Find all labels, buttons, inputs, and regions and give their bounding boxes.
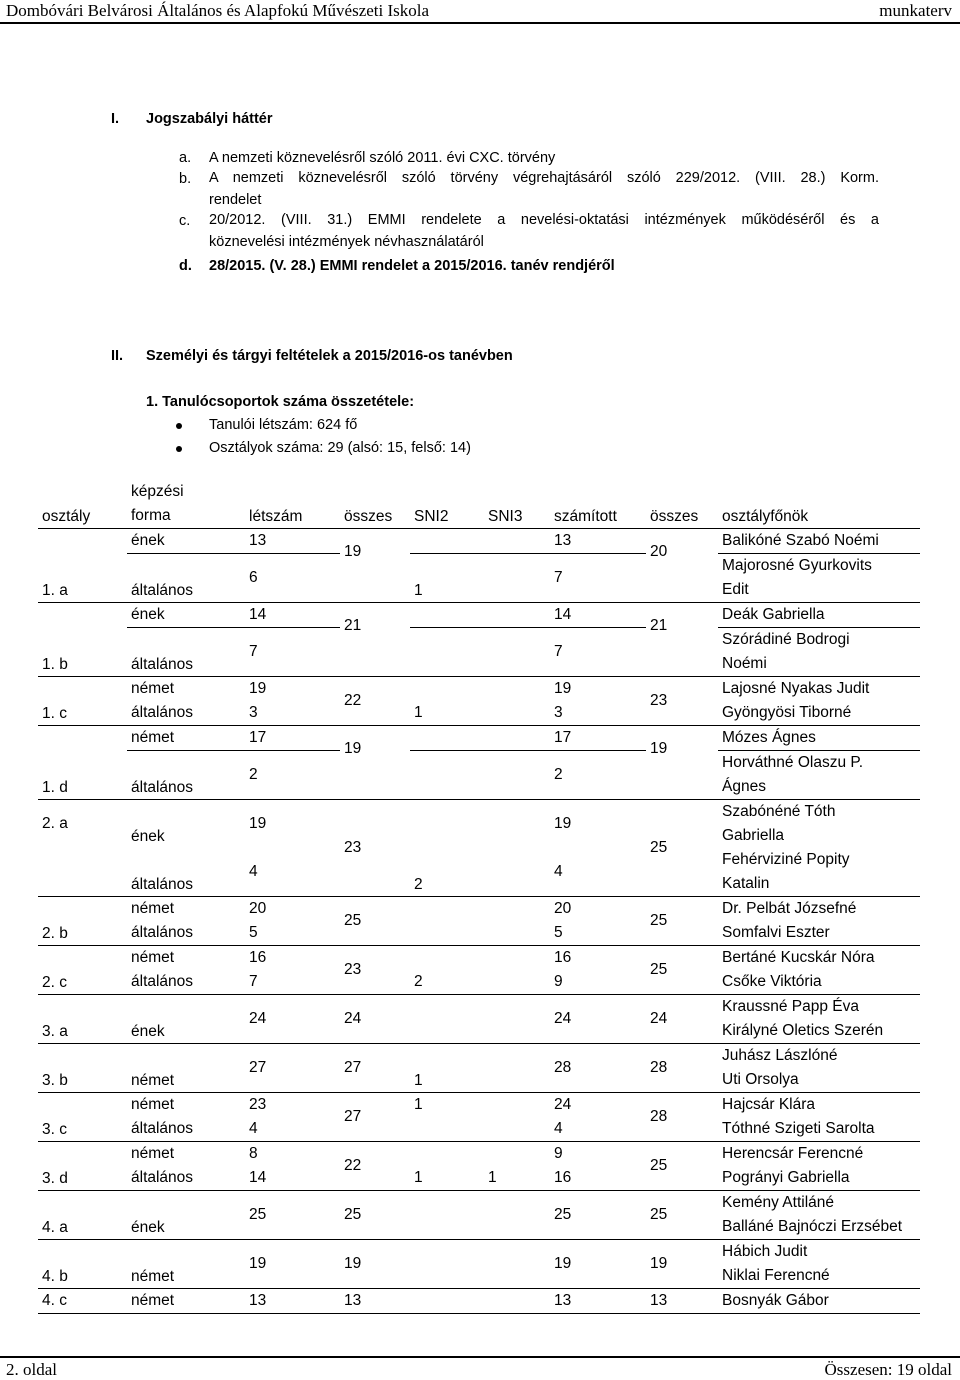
total-cell: 19 bbox=[340, 726, 410, 800]
table-row bbox=[38, 1166, 920, 1191]
computed-cell: 13 bbox=[550, 1289, 646, 1314]
computed-cell: 16 bbox=[550, 1166, 646, 1191]
form-cell: általános bbox=[127, 970, 245, 995]
sni2-cell: 1 bbox=[410, 701, 484, 726]
col-header-form: képzési forma bbox=[127, 480, 245, 529]
table-row bbox=[38, 848, 920, 897]
computed-cell: 24 bbox=[554, 1096, 572, 1113]
computed-cell: 24 bbox=[550, 995, 646, 1044]
table-row bbox=[38, 1289, 920, 1314]
form-cell: általános bbox=[127, 751, 245, 800]
class-label: 3. c bbox=[38, 1093, 127, 1142]
computed-total-cell: 24 bbox=[646, 995, 718, 1044]
page-number: 2. oldal bbox=[6, 1360, 57, 1379]
teacher-cell: Bosnyák Gábor bbox=[718, 1289, 920, 1314]
footer-rule bbox=[0, 1356, 960, 1358]
law-item-b-letter: b. bbox=[179, 171, 192, 187]
count-cell: 19 bbox=[249, 815, 267, 832]
form-cell: német bbox=[127, 1240, 245, 1289]
computed-total-cell: 25 bbox=[646, 897, 718, 946]
count-cell: 14 bbox=[245, 1166, 340, 1191]
count-cell: 27 bbox=[245, 1044, 340, 1093]
computed-cell: 7 bbox=[550, 554, 646, 603]
total-cell: 22 bbox=[340, 1142, 410, 1191]
teacher-cell: Mózes Ágnes bbox=[718, 726, 920, 751]
form-cell: általános bbox=[127, 848, 245, 897]
teacher-cell: Horváthné Olaszu P. Ágnes bbox=[718, 751, 920, 800]
form-cell: ének bbox=[127, 603, 245, 628]
computed-total-cell: 23 bbox=[646, 677, 718, 726]
class-label: 1. a bbox=[38, 529, 127, 603]
computed-cell: 9 bbox=[554, 1145, 563, 1162]
teacher-cell: Juhász Lászlóné Uti Orsolya bbox=[718, 1044, 920, 1093]
table-row bbox=[38, 1191, 920, 1240]
document-type: munkaterv bbox=[879, 1, 952, 20]
subsection-title: 1. Tanulócsoportok száma összetétele: bbox=[146, 394, 415, 410]
form-cell: ének bbox=[127, 995, 245, 1044]
table-row bbox=[38, 628, 920, 677]
total-cell: 25 bbox=[340, 1191, 410, 1240]
teacher-cell: Kraussné Papp Éva Királyné Oletics Szerén bbox=[718, 995, 920, 1044]
law-item-a-letter: a. bbox=[179, 150, 192, 166]
class-label: 4. c bbox=[38, 1289, 127, 1314]
table-row bbox=[38, 1093, 920, 1118]
teacher-cell: Majorosné Gyurkovits Edit bbox=[718, 554, 920, 603]
count-cell: 7 bbox=[245, 970, 340, 995]
sni3-cell: 1 bbox=[484, 1166, 550, 1191]
sni2-cell: 1 bbox=[410, 554, 484, 603]
law-item-c-letter: c. bbox=[179, 213, 191, 229]
form-cell: német bbox=[127, 1044, 245, 1093]
class-label: 1. c bbox=[38, 677, 127, 726]
teacher-cell: Tóthné Szigeti Sarolta bbox=[718, 1117, 920, 1142]
col-header-computed-total: összes bbox=[646, 480, 718, 529]
computed-total-cell: 20 bbox=[646, 529, 718, 603]
computed-total-cell: 25 bbox=[646, 800, 718, 897]
count-cell: 17 bbox=[245, 726, 340, 751]
computed-total-cell: 25 bbox=[646, 946, 718, 995]
table-row bbox=[38, 726, 920, 751]
teacher-cell: Bertáné Kucskár Nóra bbox=[722, 949, 875, 966]
form-cell: általános bbox=[127, 701, 245, 726]
table-row bbox=[38, 946, 920, 971]
count-cell: 13 bbox=[245, 1289, 340, 1314]
computed-cell: 16 bbox=[554, 949, 572, 966]
total-cell: 19 bbox=[340, 1240, 410, 1289]
form-cell: általános bbox=[127, 921, 245, 946]
table-row bbox=[38, 897, 920, 922]
form-cell: általános bbox=[127, 554, 245, 603]
teacher-cell: Deák Gabriella bbox=[718, 603, 920, 628]
computed-total-cell: 13 bbox=[646, 1289, 718, 1314]
count-cell: 2 bbox=[245, 751, 340, 800]
table-row bbox=[38, 970, 920, 995]
page-footer bbox=[0, 1356, 960, 1380]
count-cell: 8 bbox=[249, 1145, 258, 1162]
total-cell: 19 bbox=[340, 529, 410, 603]
col-header-total: összes bbox=[340, 480, 410, 529]
class-label: 2. c bbox=[38, 946, 127, 995]
sni2-cell: 1 bbox=[414, 1096, 423, 1113]
count-cell: 7 bbox=[245, 628, 340, 677]
form-cell: általános bbox=[127, 1166, 245, 1191]
computed-cell: 19 bbox=[554, 680, 572, 697]
computed-cell: 5 bbox=[550, 921, 646, 946]
teacher-cell: Hábich Judit Niklai Ferencné bbox=[718, 1240, 920, 1289]
computed-cell: 28 bbox=[550, 1044, 646, 1093]
teacher-cell: Szabónéné Tóth Gabriella bbox=[722, 803, 836, 844]
computed-cell: 2 bbox=[550, 751, 646, 800]
count-cell: 5 bbox=[245, 921, 340, 946]
teacher-cell: Hajcsár Klára bbox=[722, 1096, 816, 1113]
total-cell: 25 bbox=[340, 897, 410, 946]
teacher-cell: Csőke Viktória bbox=[718, 970, 920, 995]
section-1-title: Jogszabályi háttér bbox=[146, 111, 273, 127]
sni2-cell: 1 bbox=[410, 1044, 484, 1093]
computed-cell: 3 bbox=[550, 701, 646, 726]
form-cell: német bbox=[131, 949, 175, 966]
form-cell: ének bbox=[131, 828, 165, 845]
total-cell: 27 bbox=[340, 1093, 410, 1142]
table-row bbox=[38, 1142, 920, 1167]
form-cell: ének bbox=[127, 529, 245, 554]
bullet-icon bbox=[176, 446, 182, 452]
total-cell: 27 bbox=[340, 1044, 410, 1093]
page-total: Összesen: 19 oldal bbox=[824, 1360, 952, 1379]
form-cell: német bbox=[131, 680, 175, 697]
computed-cell: 25 bbox=[550, 1191, 646, 1240]
sni2-cell: 2 bbox=[410, 848, 484, 897]
computed-cell: 19 bbox=[554, 815, 572, 832]
sni2-cell: 1 bbox=[410, 1166, 484, 1191]
teacher-cell: Kemény Attiláné Balláné Bajnóczi Erzsébet bbox=[718, 1191, 920, 1240]
form-cell: német bbox=[127, 726, 245, 751]
col-header-sni3: SNI3 bbox=[484, 480, 550, 529]
total-cell: 21 bbox=[340, 603, 410, 677]
class-label: 1. b bbox=[38, 603, 127, 677]
computed-cell: 7 bbox=[550, 628, 646, 677]
computed-cell: 20 bbox=[554, 900, 572, 917]
computed-total-cell: 19 bbox=[646, 726, 718, 800]
col-header-count: létszám bbox=[245, 480, 340, 529]
law-item-d-letter: d. bbox=[179, 258, 192, 274]
teacher-cell: Balikóné Szabó Noémi bbox=[718, 529, 920, 554]
computed-cell: 13 bbox=[550, 529, 646, 554]
class-label: 2. b bbox=[38, 897, 127, 946]
law-item-b-cont: rendelet bbox=[209, 192, 262, 208]
student-count: Tanulói létszám: 624 fő bbox=[209, 417, 358, 433]
teacher-cell: Fehérviziné Popity Katalin bbox=[718, 848, 920, 897]
form-cell: ének bbox=[127, 1191, 245, 1240]
teacher-cell: Dr. Pelbát Józsefné bbox=[722, 900, 857, 917]
computed-cell: 4 bbox=[550, 848, 646, 897]
table-row bbox=[38, 603, 920, 628]
table-row bbox=[38, 701, 920, 726]
col-header-class: osztály bbox=[38, 480, 127, 529]
class-label: 4. a bbox=[38, 1191, 127, 1240]
computed-total-cell: 28 bbox=[646, 1044, 718, 1093]
table-row bbox=[38, 529, 920, 554]
class-table bbox=[38, 480, 920, 1314]
computed-total-cell: 28 bbox=[646, 1093, 718, 1142]
count-cell: 14 bbox=[245, 603, 340, 628]
count-cell: 20 bbox=[249, 900, 267, 917]
count-cell: 4 bbox=[245, 1117, 340, 1142]
form-cell: általános bbox=[127, 628, 245, 677]
computed-cell: 14 bbox=[550, 603, 646, 628]
count-cell: 13 bbox=[245, 529, 340, 554]
sni2-cell: 2 bbox=[410, 970, 484, 995]
bullet-icon bbox=[176, 423, 182, 429]
law-item-a: A nemzeti köznevelésről szóló 2011. évi CXC. törvény bbox=[209, 150, 556, 166]
class-count: Osztályok száma: 29 (alsó: 15, felső: 14) bbox=[209, 440, 471, 456]
total-cell: 13 bbox=[340, 1289, 410, 1314]
total-cell: 22 bbox=[340, 677, 410, 726]
computed-cell: 17 bbox=[550, 726, 646, 751]
total-cell: 24 bbox=[340, 995, 410, 1044]
count-cell: 24 bbox=[245, 995, 340, 1044]
count-cell: 19 bbox=[249, 680, 267, 697]
computed-total-cell: 21 bbox=[646, 603, 718, 677]
law-item-b: A nemzeti köznevelésről szóló törvény végrehajtásáról szóló 229/2012. (VIII. 28.) Korm. bbox=[209, 170, 879, 186]
class-label: 3. a bbox=[38, 995, 127, 1044]
col-header-sni2: SNI2 bbox=[410, 480, 484, 529]
table-row bbox=[38, 1117, 920, 1142]
section-2-title: Személyi és tárgyi feltételek a 2015/2016-os tanévben bbox=[146, 348, 513, 364]
col-header-computed: számított bbox=[550, 480, 646, 529]
form-cell: német bbox=[131, 1096, 175, 1113]
computed-total-cell: 19 bbox=[646, 1240, 718, 1289]
section-1-number: I. bbox=[111, 111, 120, 127]
form-cell: német bbox=[131, 1145, 175, 1162]
class-label: 1. d bbox=[38, 726, 127, 800]
count-cell: 19 bbox=[245, 1240, 340, 1289]
teacher-cell: Pogrányi Gabriella bbox=[718, 1166, 920, 1191]
class-label: 3. d bbox=[38, 1142, 127, 1191]
header-rule bbox=[0, 22, 960, 24]
count-cell: 3 bbox=[245, 701, 340, 726]
col-header-teacher: osztályfőnök bbox=[718, 480, 920, 529]
law-item-c: 20/2012. (VIII. 31.) EMMI rendelete a nevelési-oktatási intézmények működéséről és a bbox=[209, 212, 879, 228]
count-cell: 6 bbox=[245, 554, 340, 603]
total-cell: 23 bbox=[340, 800, 410, 897]
count-cell: 16 bbox=[249, 949, 267, 966]
class-label: 3. b bbox=[38, 1044, 127, 1093]
computed-cell: 9 bbox=[550, 970, 646, 995]
teacher-cell: Szórádiné Bodrogi Noémi bbox=[718, 628, 920, 677]
page-header bbox=[0, 0, 960, 22]
teacher-cell: Lajosné Nyakas Judit bbox=[722, 680, 870, 697]
law-item-d: 28/2015. (V. 28.) EMMI rendelet a 2015/2016. tanév rendjéről bbox=[209, 258, 615, 274]
computed-cell: 19 bbox=[550, 1240, 646, 1289]
table-row bbox=[38, 554, 920, 603]
table-row bbox=[38, 800, 920, 849]
table-row bbox=[38, 751, 920, 800]
class-label: 2. a bbox=[42, 815, 68, 832]
teacher-cell: Gyöngyösi Tiborné bbox=[718, 701, 920, 726]
table-row bbox=[38, 1044, 920, 1093]
school-name: Dombóvári Belvárosi Általános és Alapfokú Művészeti Iskola bbox=[6, 1, 430, 20]
section-2-number: II. bbox=[111, 348, 124, 364]
form-cell: német bbox=[127, 1289, 245, 1314]
computed-total-cell: 25 bbox=[646, 1191, 718, 1240]
computed-cell: 4 bbox=[550, 1117, 646, 1142]
form-cell: általános bbox=[127, 1117, 245, 1142]
count-cell: 4 bbox=[245, 848, 340, 897]
table-row bbox=[38, 677, 920, 702]
class-label: 4. b bbox=[38, 1240, 127, 1289]
total-cell: 23 bbox=[340, 946, 410, 995]
teacher-cell: Somfalvi Eszter bbox=[718, 921, 920, 946]
computed-total-cell: 25 bbox=[646, 1142, 718, 1191]
count-cell: 23 bbox=[249, 1096, 267, 1113]
table-row bbox=[38, 995, 920, 1044]
count-cell: 25 bbox=[245, 1191, 340, 1240]
table-row bbox=[38, 1240, 920, 1289]
table-row bbox=[38, 921, 920, 946]
law-item-c-cont: köznevelési intézmények névhasználatáról bbox=[209, 234, 484, 250]
teacher-cell: Herencsár Ferencné bbox=[722, 1145, 864, 1162]
form-cell: német bbox=[131, 900, 175, 917]
table-header-row bbox=[38, 480, 920, 529]
